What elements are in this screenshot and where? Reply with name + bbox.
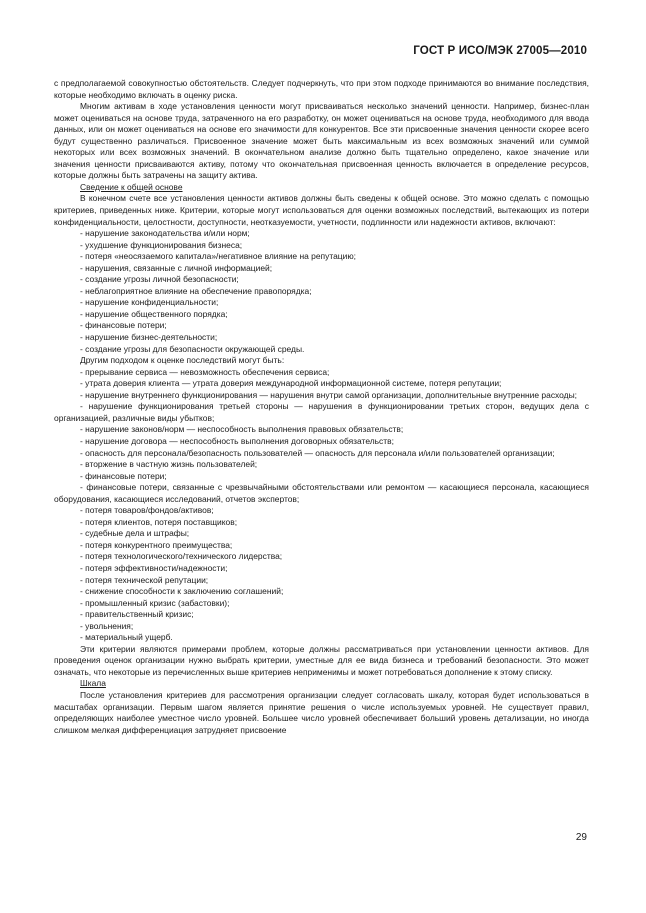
- list-item: - материальный ущерб.: [80, 632, 173, 643]
- list-item: - снижение способности к заключению соглашений;: [80, 586, 284, 597]
- list-item: - финансовые потери;: [80, 470, 167, 481]
- document-body: [54, 78, 589, 736]
- list-item: - потеря эффективности/надежности;: [80, 562, 228, 573]
- list-item: - нарушение законодательства и/или норм;: [80, 228, 250, 239]
- list-item: - потеря клиентов, потеря поставщиков;: [80, 516, 238, 527]
- list-item: - потеря «неосязаемого капитала»/негативное влияние на репутацию;: [80, 251, 357, 262]
- list-item: - увольнения;: [80, 620, 134, 631]
- list-item: - создание угрозы для безопасности окружающей среды.: [80, 343, 305, 354]
- list-item: - нарушение функционирования третьей стороны — нарушения в функционировании третьих сторон, ведущих дела с организацией, различные виды убытков;: [54, 401, 589, 423]
- list-item: - промышленный кризис (забастовки);: [80, 597, 230, 608]
- list-item: - опасность для персонала/безопасность пользователей — опасность для персонала и/или пользователей организации;: [80, 447, 555, 458]
- list-item: - прерывание сервиса — невозможность обеспечения сервиса;: [80, 366, 330, 377]
- list-item: - правительственный кризис;: [80, 609, 194, 620]
- body-paragraph: Эти критерии являются примерами проблем, которые должны рассматриваться при установлении ценности активов. Для проведения оценок организации нужно выбрать критерии, уместные для ее вида бизнеса и требований безопасности. Это может означать, что некоторые из перечисленных выше критериев неприменимы и может потребоваться дополнение к этому списку.: [54, 643, 589, 677]
- body-paragraph: Многим активам в ходе установления ценности могут присваиваться несколько значений ценности. Например, бизнес-план может оцениваться на основе труда, затраченного на его разработку, он может оцениваться на основе труда, необходимого для ввода данных, или он может оцениваться на основе его значимости для конкурентов. Все эти присвоенные значения ценности скорее всего будут существенно различаться. Присвоенное значение может быть максимальным из всех возможных значений или суммой некоторых или всех возможных значений. В окончательном анализе должно быть тщательно определено, какое значение или значения ценности присваиваются активу, потому что окончательная присвоенная ценность включается в определение ресурсов, которые должны быть затрачены на защиту актива.: [54, 101, 589, 181]
- list-item: - финансовые потери;: [80, 320, 167, 331]
- list-item: - потеря технической репутации;: [80, 574, 209, 585]
- list-item: - потеря конкурентного преимущества;: [80, 539, 233, 550]
- list-item: - нарушение законов/норм — неспособность выполнения правовых обязательств;: [80, 424, 404, 435]
- list-item: - потеря товаров/фондов/активов;: [80, 505, 214, 516]
- page-number: 29: [575, 832, 587, 843]
- body-paragraph: В конечном счете все установления ценности активов должны быть сведены к общей основе. Это можно сделать с помощью критериев, приведенных ниже. Критерии, которые могут использоваться для оценки возможных последствий, вытекающих из потери конфиденциальности, целостности, доступности, неотказуемости, учетности, подлинности или надежности активов, включают:: [54, 193, 589, 227]
- document-header: ГОСТ Р ИСО/МЭК 27005—2010: [413, 44, 587, 57]
- list-item: - неблагоприятное влияние на обеспечение правопорядка;: [80, 285, 312, 296]
- section-heading: Сведение к общей основе: [80, 181, 183, 192]
- list-item: - ухудшение функционирования бизнеса;: [80, 239, 243, 250]
- body-paragraph: с предполагаемой совокупностью обстоятельств. Следует подчеркнуть, что при этом подходе принимаются во внимание последствия, которые необходимо включать в оценку риска.: [54, 78, 589, 100]
- list-item: - нарушение общественного порядка;: [80, 308, 228, 319]
- list-item: - создание угрозы личной безопасности;: [80, 274, 239, 285]
- body-paragraph: Другим подходом к оценке последствий могут быть:: [80, 355, 285, 366]
- list-item: - потеря технологического/технического лидерства;: [80, 551, 283, 562]
- list-item: - вторжение в частную жизнь пользователей;: [80, 459, 258, 470]
- list-item: - нарушение конфиденциальности;: [80, 297, 219, 308]
- list-item: - нарушение внутреннего функционирования — нарушения внутри самой организации, дополнительные внутренние расходы;: [80, 389, 578, 400]
- list-item: - утрата доверия клиента — утрата доверия международной информационной системе, потеря репутации;: [80, 378, 502, 389]
- list-item: - финансовые потери, связанные с чрезвычайными обстоятельствами или ремонтом — касающиеся персонала, касающиеся оборудования, касающиеся исследований, отчетов экспертов;: [54, 482, 589, 504]
- section-heading: Шкала: [80, 678, 106, 689]
- list-item: - судебные дела и штрафы;: [80, 528, 190, 539]
- list-item: - нарушение договора — неспособность выполнения договорных обязательств;: [80, 435, 394, 446]
- list-item: - нарушение бизнес-деятельности;: [80, 332, 218, 343]
- list-item: - нарушения, связанные с личной информацией;: [80, 262, 273, 273]
- body-paragraph: После установления критериев для рассмотрения организации следует согласовать шкалу, которая будет использоваться в масштабах организации. Первым шагом является принятие решения о числе используемых уровней. Не существует правил, определяющих наиболее уместное число уровней. Большее число уровней обеспечивает больший уровень детализации, но иногда слишком мелкая дифференциация затрудняет присвоение: [54, 689, 589, 735]
